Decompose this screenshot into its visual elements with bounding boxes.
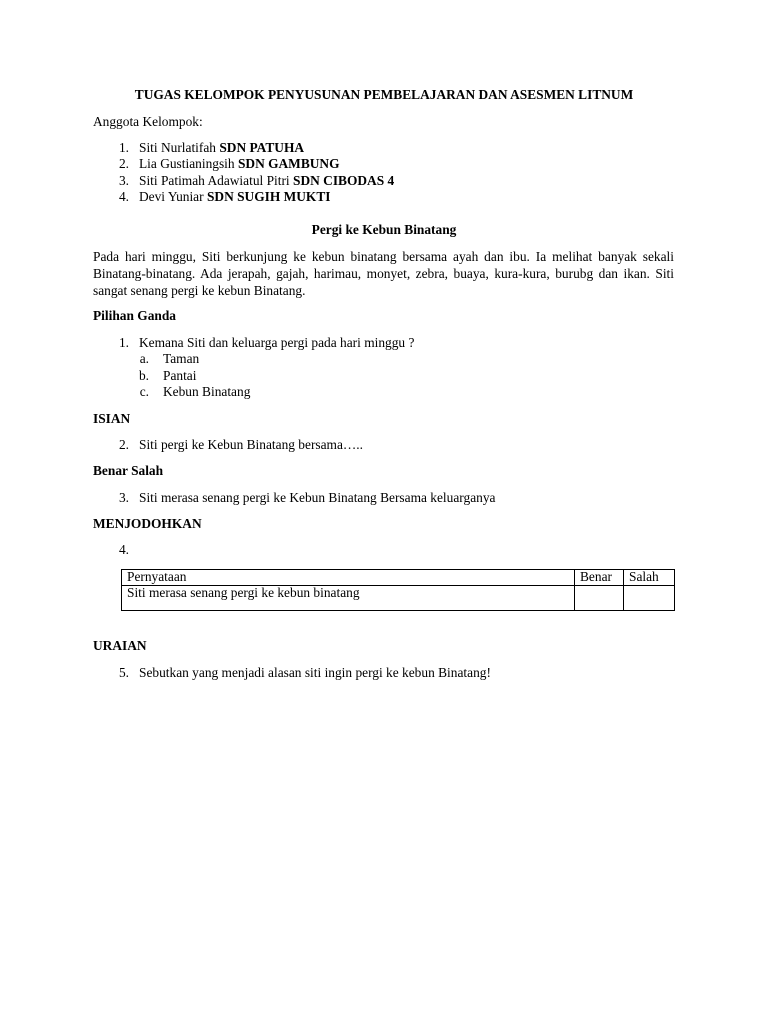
statement-table: [121, 569, 675, 611]
option-text: Pantai: [163, 368, 197, 383]
question-number: 1.: [118, 335, 129, 350]
column-header-benar: Benar: [575, 570, 624, 586]
member-school: SDN SUGIH MUKTI: [206, 189, 331, 204]
member-school: SDN PATUHA: [219, 140, 305, 155]
member-school: SDN GAMBUNG: [237, 156, 340, 171]
list-number: 2.: [118, 156, 129, 171]
option-text: Kebun Binatang: [163, 384, 251, 399]
question-number: 2.: [118, 437, 129, 452]
question-text: Siti merasa senang pergi ke Kebun Binatang Bersama keluarganya: [139, 490, 496, 505]
member-name: Siti Nurlatifah: [139, 140, 216, 155]
question-text: Siti pergi ke Kebun Binatang bersama…..: [139, 437, 363, 452]
document-title: TUGAS KELOMPOK PENYUSUNAN PEMBELAJARAN DAN ASESMEN LITNUM: [134, 87, 634, 102]
member-name: Siti Patimah Adawiatul Pitri: [139, 173, 290, 188]
option-letter: a.: [139, 351, 149, 366]
column-header-salah: Salah: [624, 570, 675, 586]
member-name: Lia Gustianingsih: [139, 156, 235, 171]
section-heading-menjodohkan: MENJODOHKAN: [93, 516, 202, 531]
list-number: 4.: [118, 189, 129, 204]
table-header-row: [122, 570, 675, 586]
list-number: 1.: [118, 140, 129, 155]
list-number: 3.: [118, 173, 129, 188]
question-text: Sebutkan yang menjadi alasan siti ingin pergi ke kebun Binatang!: [139, 665, 491, 680]
option-text: Taman: [163, 351, 200, 366]
salah-cell: [624, 586, 675, 611]
question-text: Kemana Siti dan keluarga pergi pada hari minggu ?: [139, 335, 415, 350]
member-name: Devi Yuniar: [139, 189, 204, 204]
member-school: SDN CIBODAS 4: [293, 173, 395, 188]
section-heading-pilihan-ganda: Pilihan Ganda: [93, 308, 176, 323]
section-heading-uraian: URAIAN: [93, 638, 147, 653]
table-row: [122, 586, 675, 611]
story-title: Pergi ke Kebun Binatang: [311, 222, 457, 237]
option-letter: c.: [139, 384, 149, 399]
section-heading-isian: ISIAN: [93, 411, 131, 426]
column-header-pernyataan: Pernyataan: [122, 570, 575, 586]
option-letter: b.: [138, 368, 149, 383]
story-paragraph: Pada hari minggu, Siti berkunjung ke kebun binatang bersama ayah dan ibu. Ia melihat banyak sekali Binatang-binatang. Ada jerapah, gajah, harimau, monyet, zebra, buaya, kura-kura, burubg dan ikan. Siti sangat senang pergi ke kebun Binatang.: [93, 249, 674, 298]
question-number: 3.: [118, 490, 129, 505]
question-number: 5.: [118, 665, 129, 680]
statement-cell: Siti merasa senang pergi ke kebun binatang: [122, 586, 575, 611]
section-heading-benar-salah: Benar Salah: [93, 463, 164, 478]
question-number: 4.: [118, 542, 129, 557]
members-label: Anggota Kelompok:: [93, 114, 203, 129]
benar-cell: [575, 586, 624, 611]
